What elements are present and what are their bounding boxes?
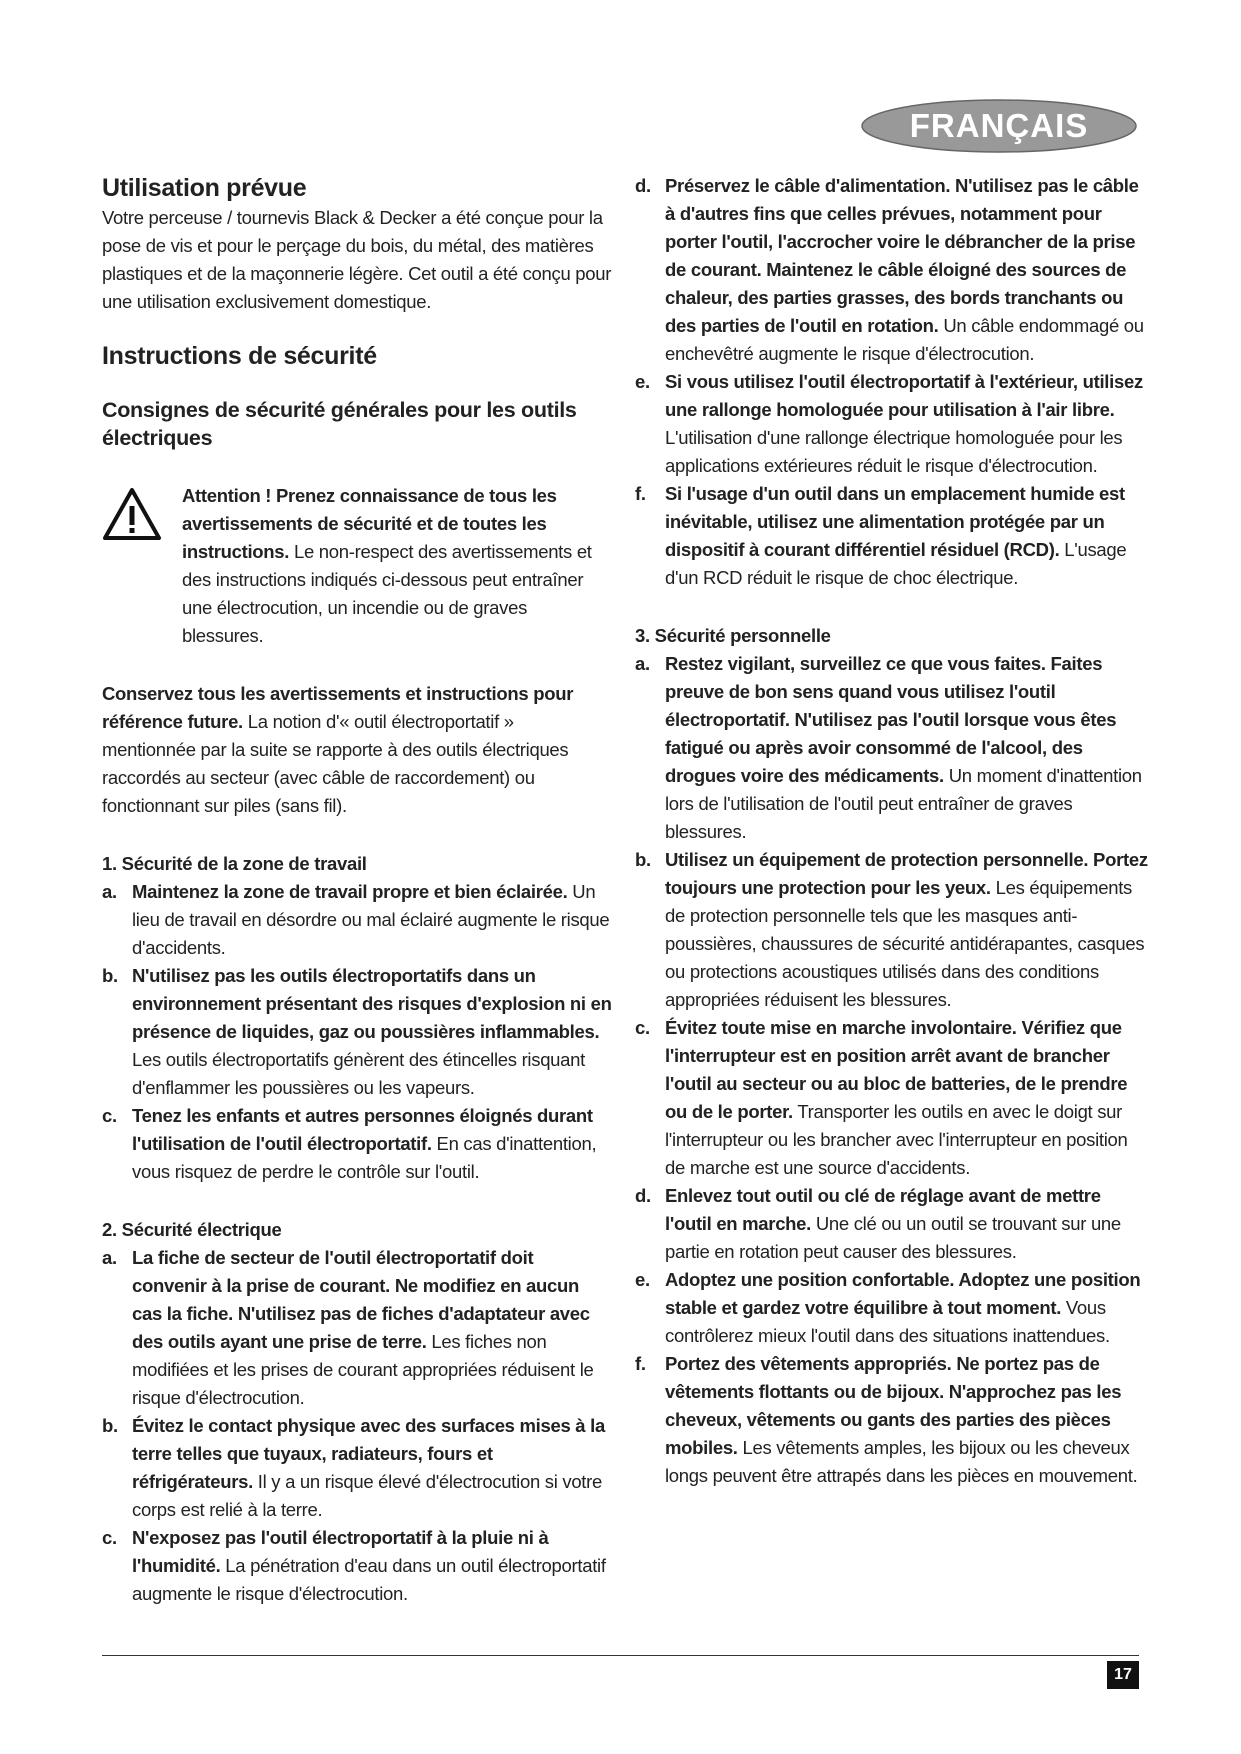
list-item: a. Restez vigilant, surveillez ce que vous faites. Faites preuve de bon sens quand vous utilisez l'outil électroportatif. N'utilisez pas l'outil lorsque vous êtes fatigué ou après avoir consommé de l'alcool, des drogues voire des médicaments. Un moment d'inattention lors de l'utilisation de l'outil peut entraîner de graves blessures. (635, 653, 1142, 842)
footer-divider (102, 1655, 1139, 1656)
list-item: c. Tenez les enfants et autres personnes éloignés durant l'utilisation de l'outil électroportatif. En cas d'inattention, vous risquez de perdre le contrôle sur l'outil. (102, 1105, 597, 1182)
section1-heading: 1. Sécurité de la zone de travail (102, 853, 367, 874)
list-item: a. Maintenez la zone de travail propre et bien éclairée. Un lieu de travail en désordre ou mal éclairé augmente le risque d'accidents. (102, 881, 610, 958)
list-item: b. N'utilisez pas les outils électroportatifs dans un environnement présentant des risques d'explosion ni en présence de liquides, gaz ou poussières inflammables. Les outils électroportatifs génèrent des étincelles risquant d'enflammer les poussières ou les vapeurs. (102, 965, 612, 1098)
intended-use-text: Votre perceuse / tournevis Black & Decker a été conçue pour la pose de vis et pour le perçage du bois, du métal, des matières plastiques et de la maçonnerie légère. Cet outil a été conçu pour une utilisation exclusivement domestique. (102, 207, 612, 312)
list-item: e. Adoptez une position confortable. Adoptez une position stable et gardez votre équilibre à tout moment. Vous contrôlerez mieux l'outil dans des situations inattendues. (635, 1269, 1141, 1346)
list-item: b. Évitez le contact physique avec des surfaces mises à la terre telles que tuyaux, radiateurs, fours et réfrigérateurs. Il y a un risque élevé d'électrocution si votre corps est relié à la terre. (102, 1415, 605, 1520)
attention-body: Le non-respect des avertissements et des instructions indiqués ci-dessous peut entraîner une électrocution, un incendie ou de graves blessures. (182, 541, 592, 646)
warning-triangle-icon (102, 486, 162, 542)
page-number: 17 (1107, 1661, 1139, 1689)
general-safety-title: Consignes de sécurité générales pour les outils électriques (102, 398, 577, 450)
language-badge (860, 98, 1138, 154)
left-column (102, 172, 612, 1608)
right-column (635, 172, 1150, 1490)
list-item: b. Utilisez un équipement de protection personnelle. Portez toujours une protection pour les yeux. Les équipements de protection personnelle tels que les masques anti-poussières, chaussures de sécurité antidérapantes, casques ou protections acoustiques utilisés dans des conditions appropriées réduisent les blessures. (635, 849, 1148, 1010)
list-item: c. Évitez toute mise en marche involontaire. Vérifiez que l'interrupteur est en position arrêt avant de brancher l'outil au secteur ou au bloc de batteries, de le prendre ou de le porter. Transporter les outils en avec le doigt sur l'interrupteur ou les brancher avec l'interrupteur en position de marche est une source d'accidents. (635, 1017, 1128, 1178)
list-item: f. Portez des vêtements appropriés. Ne portez pas de vêtements flottants ou de bijoux. N'approchez pas les cheveux, vêtements ou gants des parties des pièces mobiles. Les vêtements amples, les bijoux ou les cheveux longs peuvent être attrapés dans les pièces en mouvement. (635, 1353, 1138, 1486)
list-item: f. Si l'usage d'un outil dans un emplacement humide est inévitable, utilisez une alimentation protégée par un dispositif à courant différentiel résiduel (RCD). L'usage d'un RCD réduit le risque de choc électrique. (635, 483, 1127, 588)
section3-heading: 3. Sécurité personnelle (635, 625, 831, 646)
list-item: e. Si vous utilisez l'outil électroportatif à l'extérieur, utilisez une rallonge homologuée pour utilisation à l'air libre. L'utilisation d'une rallonge électrique homologuée pour les applications extérieures réduit le risque d'électrocution. (635, 371, 1143, 476)
list-item: a. La fiche de secteur de l'outil électroportatif doit convenir à la prise de courant. Ne modifiez en aucun cas la fiche. N'utilisez pas de fiches d'adaptateur avec des outils ayant une prise de terre. Les fiches non modifiées et les prises de courant appropriées réduisent le risque d'électrocution. (102, 1247, 594, 1408)
keep-body: La notion d'« outil électroportatif » mentionnée par la suite se rapporte à des outils électriques raccordés au secteur (avec câble de raccordement) ou fonctionnant sur piles (sans fil). (102, 711, 569, 816)
attention-bold: Attention ! Prenez connaissance de tous les avertissements de sécurité et de toutes les instructions. (182, 485, 557, 562)
keep-instructions (102, 680, 612, 820)
list-item: c. N'exposez pas l'outil électroportatif à la pluie ni à l'humidité. La pénétration d'eau dans un outil électroportatif augmente le risque d'électrocution. (102, 1527, 606, 1604)
safety-title: Instructions de sécurité (102, 342, 377, 370)
attention-text (182, 482, 612, 650)
keep-bold: Conservez tous les avertissements et instructions pour référence future. (102, 683, 574, 732)
list-item: d. Préservez le câble d'alimentation. N'utilisez pas le câble à d'autres fins que celles prévues, notamment pour porter l'outil, l'accrocher voire le débrancher de la prise de courant. Maintenez le câble éloigné des sources de chaleur, des parties grasses, des bords tranchants ou des parties de l'outil en rotation. Un câble endommagé ou enchevêtré augmente le risque d'électrocution. (635, 175, 1144, 364)
section2-heading: 2. Sécurité électrique (102, 1219, 282, 1240)
language-label: FRANÇAIS (909, 107, 1089, 144)
list-item: d. Enlevez tout outil ou clé de réglage avant de mettre l'outil en marche. Une clé ou un outil se trouvant sur une partie en rotation peut causer des blessures. (635, 1185, 1121, 1262)
intended-use-title: Utilisation prévue (102, 174, 307, 202)
attention-block (102, 482, 612, 650)
